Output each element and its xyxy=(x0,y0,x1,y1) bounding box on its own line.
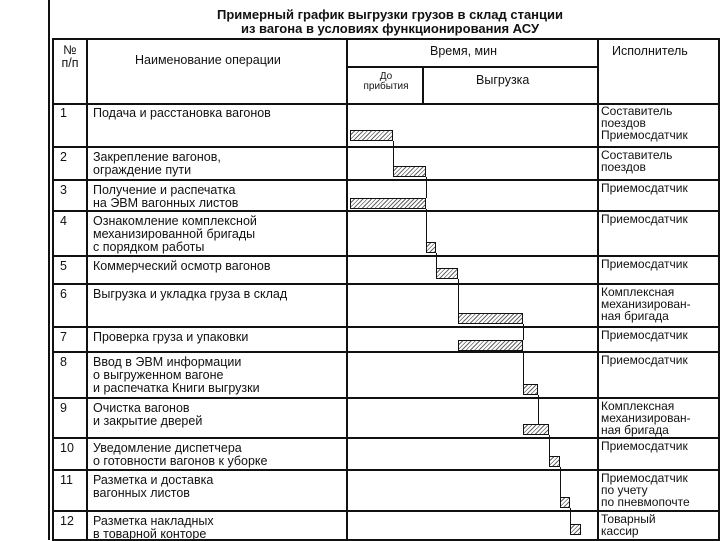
row-number: 3 xyxy=(60,183,67,197)
executor-name: Комплексная xyxy=(601,399,675,413)
gantt-bar xyxy=(350,130,393,141)
gantt-bar xyxy=(523,424,549,435)
executor-name: Приемосдатчик xyxy=(601,328,688,342)
operation-name: с порядком работы xyxy=(93,240,205,254)
operation-name: механизированной бригады xyxy=(93,227,256,241)
executor-name: ная бригада xyxy=(601,309,669,323)
operation-name: Ввод в ЭВМ информации xyxy=(93,355,242,369)
executor-name: механизирован- xyxy=(601,411,691,425)
gantt-bar xyxy=(523,384,538,395)
table-top-border xyxy=(52,38,720,40)
gantt-connector xyxy=(523,324,524,340)
gantt-connector xyxy=(426,177,427,198)
executor-name: Приемосдатчик xyxy=(601,471,688,485)
header-before-arrival-line-1: До xyxy=(379,71,393,82)
operation-name: Уведомление диспетчера xyxy=(93,441,242,455)
row-number: 9 xyxy=(60,401,67,415)
header-before-arrival xyxy=(350,72,422,92)
operation-name: Получение и распечатка xyxy=(93,183,236,197)
executor-name: кассир xyxy=(601,524,639,538)
table-left-border xyxy=(52,38,54,540)
header-time-underline xyxy=(346,66,597,68)
row-number: 6 xyxy=(60,287,67,301)
operation-name: Очистка вагонов xyxy=(93,401,190,415)
operation-name: Проверка груза и упаковки xyxy=(93,330,249,344)
row-number: 11 xyxy=(60,473,73,487)
gantt-connector xyxy=(560,467,561,497)
operation-name: Подача и расстановка вагонов xyxy=(93,106,271,120)
executor-name: Составитель xyxy=(601,148,673,162)
executor-name: Приемосдатчик xyxy=(601,353,688,367)
row-number: 2 xyxy=(60,150,67,164)
header-time: Время, мин xyxy=(430,44,498,58)
executor-name: по учету xyxy=(601,483,648,497)
gantt-bar xyxy=(560,497,571,508)
executor-name: Приемосдатчик xyxy=(601,257,688,271)
page-left-rule xyxy=(48,0,50,540)
column-divider-number xyxy=(86,38,88,540)
gantt-bar xyxy=(393,166,425,177)
executor-name: по пневмопочте xyxy=(601,495,690,509)
row-number: 5 xyxy=(60,259,67,273)
operation-name: о готовности вагонов к уборке xyxy=(93,454,268,468)
executor-name: поездов xyxy=(601,160,646,174)
header-operation: Наименование операции xyxy=(135,53,281,67)
header-number-line-2: п/п xyxy=(61,56,79,70)
operation-name: ограждение пути xyxy=(93,163,192,177)
gantt-connector xyxy=(538,395,539,424)
gantt-connector xyxy=(436,253,437,268)
row-number: 4 xyxy=(60,214,67,228)
executor-name: Приемосдатчик xyxy=(601,128,688,142)
operation-name: в товарной конторе xyxy=(93,527,207,541)
executor-name: Приемосдатчик xyxy=(601,212,688,226)
row-number: 10 xyxy=(60,441,74,455)
column-divider-time xyxy=(597,38,599,540)
gantt-connector xyxy=(523,351,524,384)
executor-name: Составитель xyxy=(601,104,673,118)
operation-name: Ознакомление комплексной xyxy=(93,214,257,228)
executor-name: механизирован- xyxy=(601,297,691,311)
gantt-bar xyxy=(350,198,426,209)
executor-name: Комплексная xyxy=(601,285,675,299)
header-before-divider xyxy=(422,66,424,103)
gantt-bar xyxy=(426,242,437,253)
operation-name: о выгруженном вагоне xyxy=(93,368,224,382)
header-number xyxy=(55,44,85,70)
operation-name: Закрепление вагонов, xyxy=(93,150,221,164)
header-unloading: Выгрузка xyxy=(476,73,530,87)
header-number-line-1: № xyxy=(63,43,77,57)
executor-name: Приемосдатчик xyxy=(601,439,688,453)
row-number: 7 xyxy=(60,330,67,344)
gantt-bar xyxy=(458,313,523,324)
executor-name: поездов xyxy=(601,116,646,130)
row-number: 12 xyxy=(60,514,74,528)
operation-name: и распечатка Книги выгрузки xyxy=(93,381,260,395)
gantt-connector xyxy=(570,508,571,524)
operation-name: Выгрузка и укладка груза в склад xyxy=(93,287,288,301)
gantt-bar xyxy=(549,456,560,467)
column-divider-operation xyxy=(346,38,348,540)
executor-name: Товарный xyxy=(601,512,656,526)
header-executor: Исполнитель xyxy=(612,44,688,58)
executor-name: Приемосдатчик xyxy=(601,181,688,195)
gantt-connector xyxy=(393,141,394,166)
gantt-connector xyxy=(458,279,459,313)
header-before-arrival-line-2: прибытия xyxy=(363,81,409,92)
gantt-bar xyxy=(458,340,523,351)
operation-name: на ЭВМ вагонных листов xyxy=(93,196,239,210)
row-number: 1 xyxy=(60,106,67,120)
operation-name: Разметка и доставка xyxy=(93,473,214,487)
operation-name: Коммерческий осмотр вагонов xyxy=(93,259,271,273)
gantt-connector xyxy=(549,435,550,456)
chart-title xyxy=(150,8,630,36)
gantt-bar xyxy=(436,268,458,279)
gantt-bar xyxy=(570,524,581,535)
executor-name: ная бригада xyxy=(601,423,669,437)
title-line-1: Примерный график выгрузки грузов в склад станции xyxy=(216,7,564,22)
operation-name: и закрытие дверей xyxy=(93,414,203,428)
operation-name: Разметка накладных xyxy=(93,514,214,528)
operation-name: вагонных листов xyxy=(93,486,190,500)
title-line-2: из вагона в условиях функционирования АСУ xyxy=(240,21,540,36)
row-number: 8 xyxy=(60,355,67,369)
gantt-connector xyxy=(426,209,427,242)
